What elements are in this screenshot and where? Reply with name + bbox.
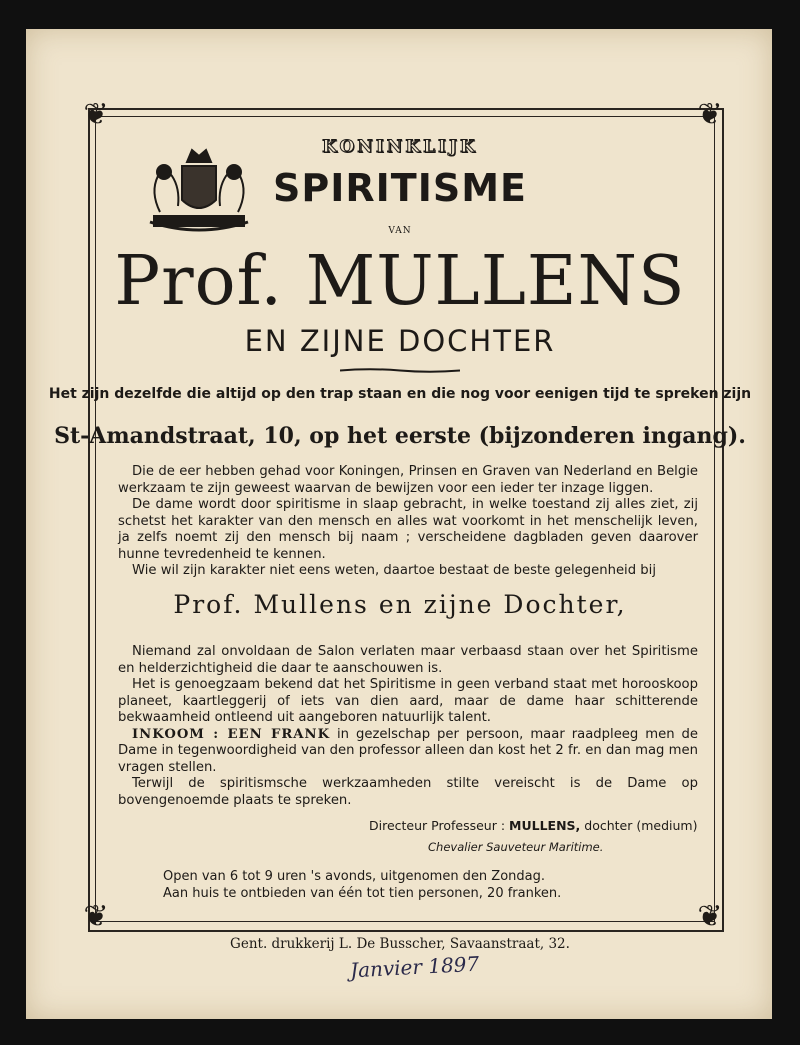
admission-text: in gezelschap per persoon, maar raadpleeg men de Dame in tegenwoordigheid van den professor alleen dan kost het 2 fr. en dan mag men vragen stellen. [118, 726, 698, 775]
professor-name: Prof. MULLENS [114, 242, 686, 321]
title: SPIRITISME [273, 166, 527, 210]
admission-paragraph [118, 727, 698, 777]
hours-line: Open van 6 tot 9 uren 's avonds, uitgenomen den Zondag. [163, 869, 546, 884]
printer-imprint: Gent. drukkerij L. De Busscher, Savaanstraat, 32. [230, 936, 570, 952]
director-name: MULLENS, [509, 818, 581, 833]
paragraph: Wie wil zijn karakter niet eens weten, daartoe bestaat de beste gelegenheid bij [132, 563, 656, 578]
intro-line: Het zijn dezelfde die altijd op den trap staan en die nog voor eenigen tijd te spreken zijn [48, 386, 752, 402]
paragraph: Terwijl de spiritismsche werkzaamheden stilte vereischt is de Dame op bovengenoemde plaats te spreken. [118, 776, 698, 808]
director-line [369, 818, 697, 833]
corner-ornament-icon: ❦ [697, 899, 723, 934]
van-label: VAN [388, 226, 412, 236]
paragraph: Niemand zal onvoldaan de Salon verlaten maar verbaasd staan over het Spiritisme en helderzichtigheid die daar te aanschouwen is. [118, 644, 698, 676]
paragraph: Het is genoegzaam bekend dat het Spiritisme in geen verband staat met horooskoop planeet, kaartleggerij of iets van dien aard, maar de dame haar schitterende bekwaamheid ontleend uit aangeboren natuurlijk talent. [118, 677, 698, 725]
director-suffix: dochter (medium) [580, 818, 698, 833]
home-visit-line: Aan huis te ontbieden van één tot tien personen, 20 franken. [163, 886, 562, 901]
paragraph-block-2 [118, 644, 698, 809]
corner-ornament-icon: ❦ [83, 899, 109, 934]
chevalier-title: Chevalier Sauveteur Maritime. [428, 840, 604, 854]
director-prefix: Directeur Professeur : [369, 818, 510, 833]
opening-hours [163, 868, 561, 902]
corner-ornament-icon: ❦ [697, 97, 723, 132]
professor-line: Prof. Mullens en zijne Dochter, [173, 590, 627, 619]
paragraph: Die de eer hebben gehad voor Koningen, Prinsen en Graven van Nederland en Belgie werkzaam te zijn geweest waarvan de bewijzen voor een ieder ter inzage liggen. [118, 464, 698, 496]
subtitle: EN ZIJNE DOCHTER [244, 324, 556, 358]
paragraph: De dame wordt door spiritisme in slaap gebracht, in welke toestand zij alles ziet, zij schetst het karakter van den mensch en alles wat voorkomt in het menschelijk leven, ja zelfs noemt zij den mensch bij naam ; verscheidene dagbladen geven daarover hunne tevredenheid te kennen. [118, 497, 698, 562]
paragraph-block-1 [118, 464, 698, 580]
address: St-Amandstraat, 10, op het eerste (bijzonderen ingang). [54, 423, 746, 449]
royal-label: KONINKLIJK [322, 137, 478, 157]
corner-ornament-icon: ❦ [83, 97, 109, 132]
admission-label: INKOOM : EEN FRANK [132, 726, 331, 742]
handwritten-date: Janvier 1897 [349, 951, 480, 983]
divider-ornament [340, 368, 460, 373]
